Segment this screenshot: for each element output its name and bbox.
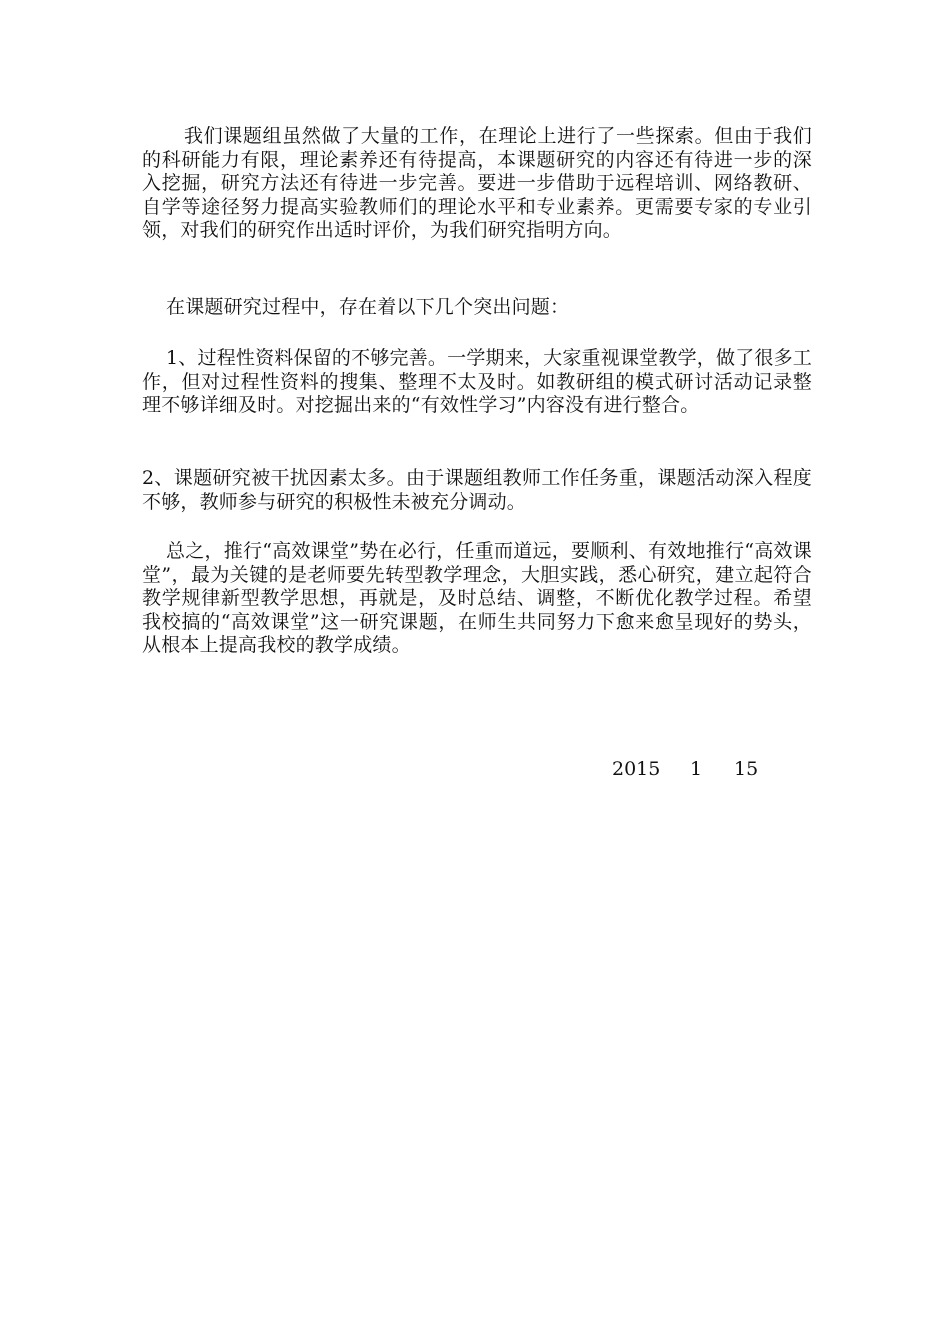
paragraph-problem-1: 1、过程性资料保留的不够完善。一学期来，大家重视课堂教学，做了很多工作，但对过程性资料的搜集、整理不太及时。如教研组的模式研讨活动记录整理不够详细及时。对挖掘出来的“有效性学习”内容没有进行整合。 (142, 347, 812, 416)
document-date (612, 758, 774, 781)
paragraph-conclusion: 总之，推行“高效课堂”势在必行，任重而道远，要顺利、有效地推行“高效课堂”，最为关键的是老师要先转型教学理念，大胆实践，悉心研究，建立起符合教学规律新型教学思想，再就是，及时总结、调整，不断优化教学过程。希望我校搞的“高效课堂”这一研究课题，在师生共同努力下愈来愈呈现好的势头，从根本上提高我校的教学成绩。 (142, 540, 812, 656)
paragraph-problems-intro: 在课题研究过程中，存在着以下几个突出问题： (166, 296, 570, 318)
paragraph-summary: 我们课题组虽然做了大量的工作，在理论上进行了一些探索。但由于我们的科研能力有限，理论素养还有待提高，本课题研究的内容还有待进一步的深入挖掘，研究方法还有待进一步完善。要进一步借助于远程培训、网络教研、自学等途径努力提高实验教师们的理论水平和专业素养。更需要专家的专业引领，对我们的研究作出适时评价，为我们研究指明方向。 (142, 125, 812, 241)
date-day: 15 (734, 758, 759, 780)
paragraph-problem-2: 2、课题研究被干扰因素太多。由于课题组教师工作任务重，课题活动深入程度不够，教师参与研究的积极性未被充分调动。 (142, 467, 812, 513)
date-month: 1 (690, 758, 703, 780)
date-year: 2015 (612, 758, 661, 780)
